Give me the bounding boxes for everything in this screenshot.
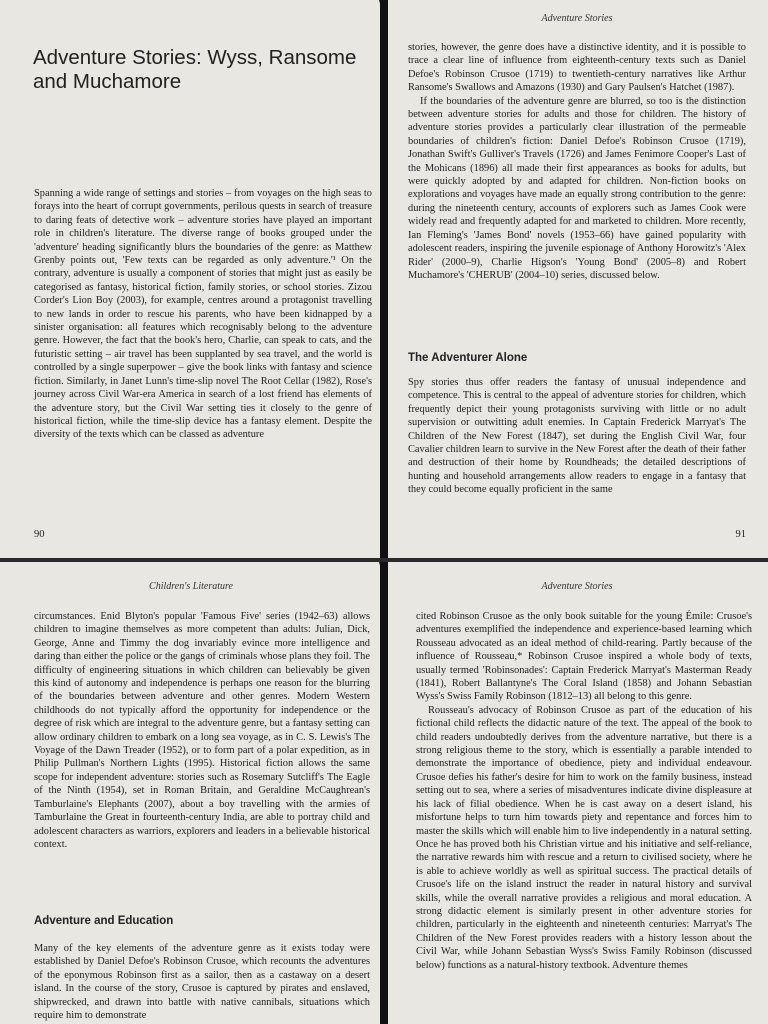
paragraph: stories, however, the genre does have a distinctive identity, and it is possible to trace a clear line of influence from eighteenth-century texts such as Daniel Defoe's Robinson Crusoe (1719) to twentieth-century narratives like Arthur Ransome's Swallows and Amazons (1930) and Gary Paulsen's Hatchet (1987). — [408, 42, 746, 94]
page-91 — [386, 0, 768, 558]
book-spine-bottom — [380, 562, 388, 1024]
book-spine-top — [380, 0, 388, 558]
page-92 — [0, 562, 382, 1024]
paragraph: Spy stories thus offer readers the fantasy of unusual independence and competence. This is central to the appeal of adventure stories for children, which frequently depict their young protagonists surviving with little or no adult supervision or outwitting adult enemies. In Captain Frederick Marryat's The Children of the New Forest (1847), set during the English Civil War, four Cavalier children learn to survive in the New Forest after the death of their father and destruction of their home by Roundheads; the detailed descriptions of hunting and household arrangements allow readers to engage in a fantasy that they could become equally proficient in the same — [408, 377, 746, 496]
section-heading: Adventure and Education — [34, 915, 174, 927]
paragraph: Many of the key elements of the adventure genre as it exists today were established by Daniel Defoe's Robinson Crusoe, which recounts the adventures of the eponymous Robinson first as a sailor, then as a castaway on a desert island. In the course of the story, Crusoe is captured by pirates and enslaved, shipwrecked, and drawn into battle with native cannibals, situations which require him to demonstrate — [34, 943, 370, 1022]
paragraph: cited Robinson Crusoe as the only book suitable for the young Émile: Crusoe's adventures exemplified the independence and experience-based learning which Rousseau advocated as an ideal method of child-rearing. Partly because of the influence of Rousseau,* Robinson Crusoe inspired a whole body of texts, usually termed 'Robinsonades': Captain Frederick Marryat's Masterman Ready (1841), Robert Ballantyne's The Coral Island (1858) and Johann Sebastian Wyss's Swiss Family Robinson (1812–13) all belong to this genre. — [416, 611, 752, 703]
body-text-page-93 — [416, 610, 752, 972]
body-text-page-92-top — [34, 610, 370, 851]
section-heading: The Adventurer Alone — [408, 352, 528, 364]
page-93 — [386, 562, 768, 1024]
body-text-page-90 — [34, 187, 372, 442]
running-head: Adventure Stories — [541, 581, 613, 592]
paragraph: If the boundaries of the adventure genre are blurred, so too is the distinction between adventure stories for adults and those for children. The history of adventure stories provides a particularly clear illustration of the permeable boundaries of children's fiction: Daniel Defoe's Robinson Crusoe (1719), Jonathan Swift's Gulliver's Travels (1726) and James Fenimore Cooper's Last of the Mohicans (1896) all made their first appearances as books for adults, but were quickly adopted by and adapted for children. Non-fiction books on explorations and voyages have made an equally strong contribution to the genre: during the nineteenth century, accounts of explorers such as James Cook were widely read and frequently adapted for and marketed to children. More recently, Ian Fleming's 'James Bond' novels (1953–66) have gained popularity with adolescent readers, inspiring the juvenile espionage of Anthony Horowitz's 'Alex Rider' (2000–9), Charlie Higson's 'Young Bond' (2005–8) and Robert Muchamore's 'CHERUB' (2004–10) series, discussed below. — [408, 95, 746, 281]
paragraph: circumstances. Enid Blyton's popular 'Famous Five' series (1942–63) allows children to imagine themselves as more competent than adults: Julian, Dick, George, Anne and Timmy the dog invariably evince more intelligence and daring than either the police or the gangs of criminals whose plans they foil. The difficulty of engineering situations in which children can believably be given this kind of autonomy and independence is perhaps one reason for the blurring of the boundaries between adventure and other genres. Modern Western childhoods do not typically afford the opportunity for independence or the degree of risk which are integral to the adventure genre, but a fantasy setting can allow ordinary children to embark on a long sea voyage, as in C. S. Lewis's The Voyage of the Dawn Treader (1952), or to form part of a polar expedition, as in Philip Pullman's Northern Lights (1995). Historical fiction allows the same scope for independent adventure: stories such as Rosemary Sutcliff's The Eagle of the Ninth (1954), set in Roman Britain, and Geraldine McCaughrean's Tamburlaine's Elephants (2007), about a boy travelling with the armies of Tamburlaine the Great in fourteenth-century India, are able to portray child and adolescent characters as warriors, explorers and leaders in a believable historical context. — [34, 611, 370, 850]
page-number: 91 — [735, 529, 746, 540]
running-head: Children's Literature — [149, 581, 233, 592]
running-head: Adventure Stories — [541, 13, 613, 24]
binding-clip-mark — [379, 562, 387, 576]
binding-clip-mark — [379, 0, 387, 14]
page-90 — [0, 0, 382, 558]
paragraph: Rousseau's advocacy of Robinson Crusoe as part of the education of his fictional child reflects the didactic nature of the text. The appeal of the book to child readers undoubtedly derives from the adventure narrative, but there is a strong religious theme to the story, which is essentially a parable intended to demonstrate the importance of obedience, piety and individual endeavour. Crusoe defies his father's desire for him to work on the family business, instead setting out to sea, where a series of misadventures indicate divine displeasure at his lack of filial obedience. When he is cast away on a desert island, his misfortune helps to turn him towards piety and repentance and forces him to master the skills which will enable him to live independently in a natural setting. Once he has proved both his Christian virtue and his initiative and self-reliance, the narrative rewards him with rescue and a return to civilised society, where he is able to achieve worldly as well as spiritual success. The practical details of Crusoe's life on the island instruct the reader in natural history and survival skills, while the overall narrative provides a religious and moral education. A strong didactic element is similarly present in other adventure stories for children, particularly in the eighteenth and nineteenth centuries: Marryat's The Children of the New Forest provides readers with a history lesson about the Civil War, while Johann Sebastian Wyss's Swiss Family Robinson (discussed below) functions as a natural-history textbook. Adventure themes — [416, 704, 752, 971]
page-number: 90 — [34, 529, 45, 540]
body-text-page-91-bottom — [408, 376, 746, 497]
chapter-title: Adventure Stories: Wyss, Ransome and Muchamore — [33, 46, 357, 93]
body-text-page-92-bottom — [34, 942, 370, 1022]
body-text-page-91-top — [408, 41, 746, 282]
paragraph: Spanning a wide range of settings and stories – from voyages on the high seas to forays into the heart of corrupt governments, perilous quests in search of treasure to daring feats of detective work – adventure stories have played an important role in children's literature. The diverse range of books grouped under the 'adventure' heading significantly blurs the boundaries of the genre: as Matthew Grenby points out, 'Few texts can be regarded as only adventure.'¹ On the contrary, adventure is usually a component of stories that might just as easily be categorised as fantasy, historical fiction, family stories, or school stories. Zizou Corder's Lion Boy (2003), for example, centres around a protagonist travelling to new lands in order to rescue his parents, who have been kidnapped by a sinister organisation: all features which recognisably belong to the adventure genre. However, the fact that the book's hero, Charlie, can speak to cats, and the futuristic setting – air travel has been supplanted by sea travel, and the world is controlled by a single superpower – give the book links with fantasy and science fiction. Similarly, in Janet Lunn's time-slip novel The Root Cellar (1982), Rose's journey across Civil War-era America in search of a lost friend has elements of the adventure story, but the Civil War setting ties it closely to the genre of historical fiction, while the time-slip device has a fantasy element. Despite the diversity of the texts which can be classed as adventure — [34, 188, 372, 441]
